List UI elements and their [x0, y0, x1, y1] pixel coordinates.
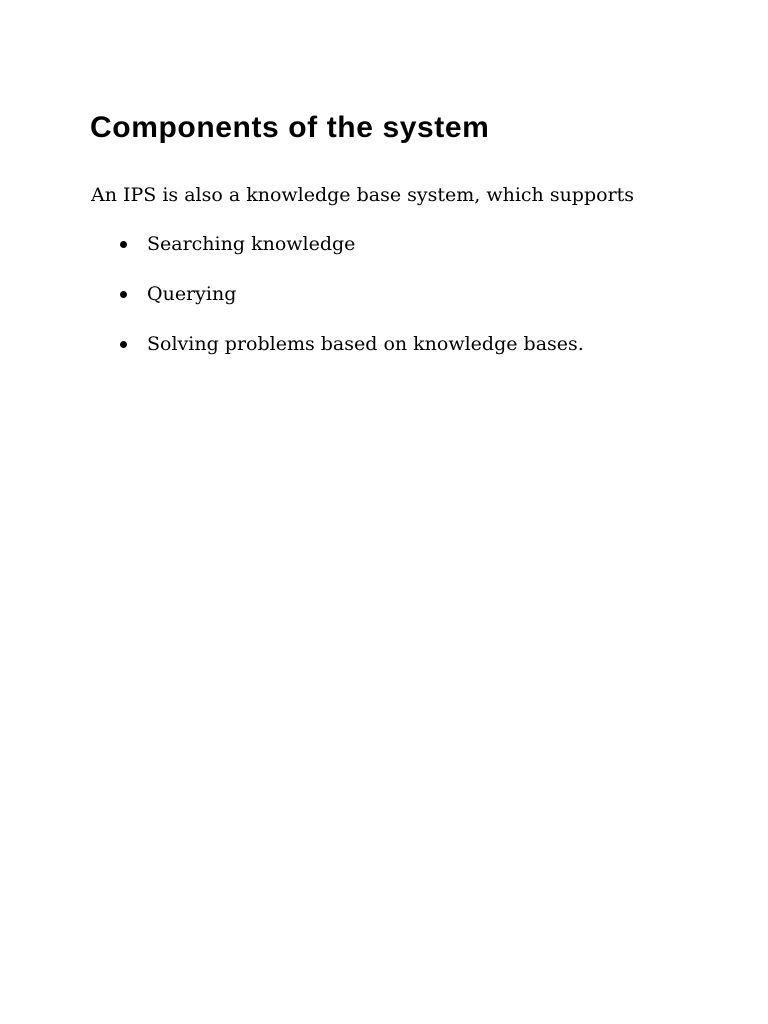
bullet-list: [0, 230, 768, 380]
bullet-text: Solving problems based on knowledge bases.: [147, 333, 584, 355]
bullet-icon: [120, 291, 127, 298]
page-title: Components of the system: [90, 111, 490, 144]
bullet-text: Querying: [147, 283, 237, 305]
list-item: [0, 330, 768, 380]
bullet-text: Searching knowledge: [147, 233, 356, 255]
list-item: [0, 230, 768, 280]
bullet-icon: [120, 341, 127, 348]
bullet-icon: [120, 241, 127, 248]
intro-paragraph: An IPS is also a knowledge base system, which supports: [91, 184, 635, 206]
list-item: [0, 280, 768, 330]
